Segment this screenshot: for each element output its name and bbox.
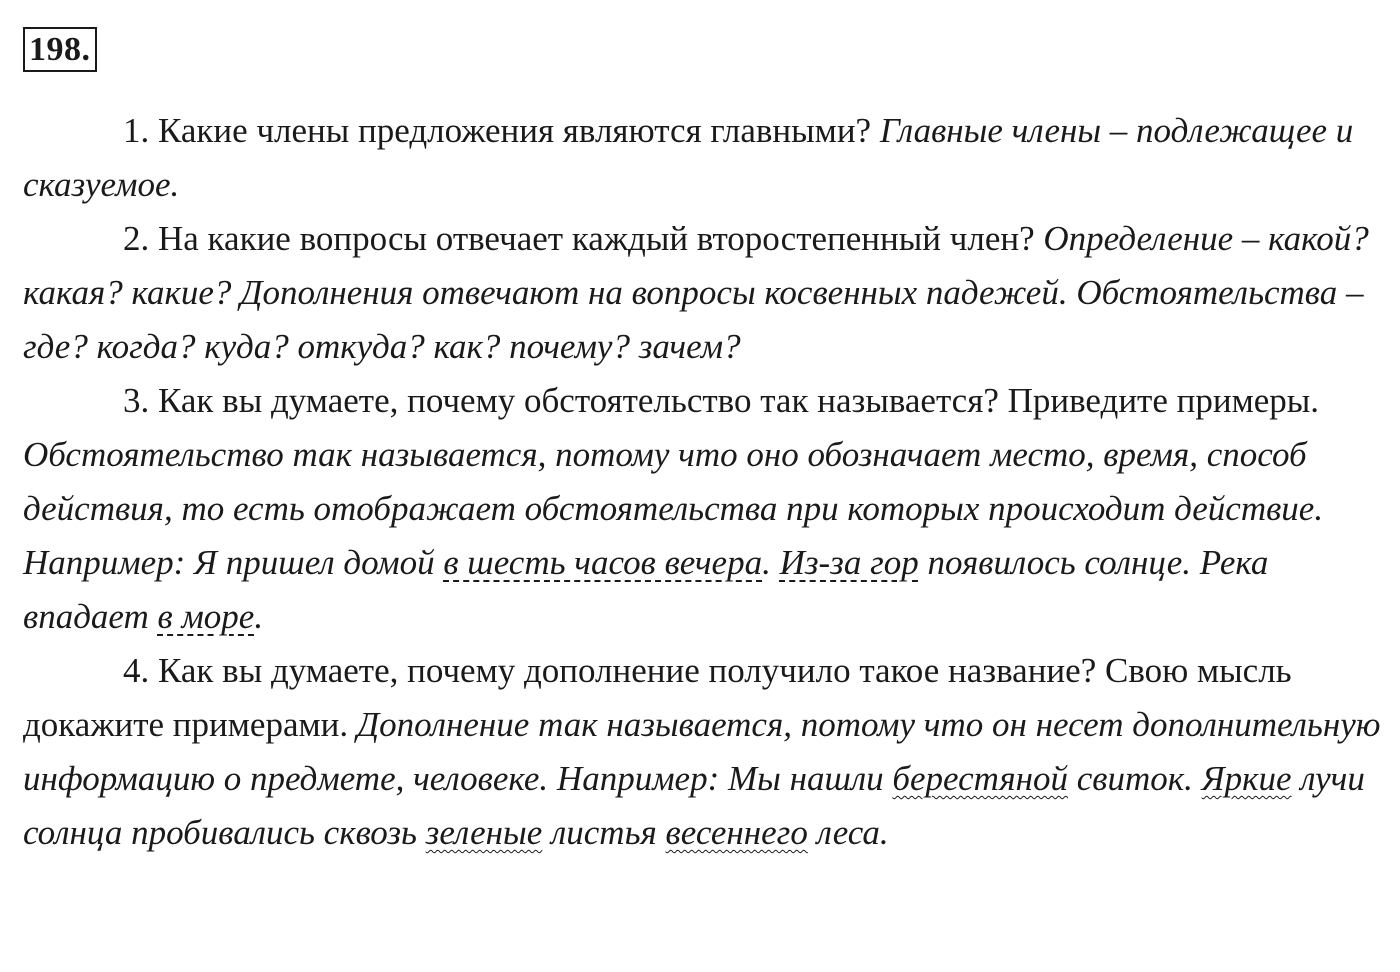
answer-4-text-1: свиток.: [1076, 759, 1193, 798]
item-1: [23, 104, 1388, 212]
answer-3-text-3: .: [254, 597, 264, 636]
answer-2: Определение – какой? какая? какие? Дополнения отвечают на вопросы косвенных падежей. Обстоятельства – где? когда? куда? откуда? как? почему? зачем?: [23, 219, 1369, 366]
item-3: [23, 374, 1388, 644]
attribute-example-1: берестяной: [892, 759, 1068, 798]
answer-1: Главные члены – подлежащее и сказуемое.: [23, 111, 1354, 204]
answer-4-text-3: листья: [551, 813, 657, 852]
question-3: 3. Как вы думаете, почему обстоятельство так называется? Приведите примеры.: [123, 381, 1320, 420]
answer-3-text: Обстоятельство так называется, потому что оно обозначает место, время, способ действия, то есть отображает обстоятельства при которых происходит действие. Например: Я пришел домой: [23, 435, 1324, 582]
circumstance-example-place-2: в море: [157, 597, 255, 636]
exercise-number: 198.: [23, 27, 97, 72]
item-2: [23, 212, 1388, 374]
attribute-example-3: зеленые: [425, 813, 543, 852]
answer-4-text-4: леса.: [816, 813, 889, 852]
question-2: 2. На какие вопросы отвечает каждый второстепенный член?: [123, 219, 1035, 258]
answer-3: [23, 435, 1323, 636]
answer-4-text: Дополнение так называется, потому что он несет дополнительную информацию о предмете, человеке. Например: Мы нашли: [23, 705, 1381, 798]
question-1: 1. Какие члены предложения являются главными?: [123, 111, 872, 150]
question-4: 4. Как вы думаете, почему дополнение получило такое название? Свою мысль докажите примерами.: [23, 651, 1292, 744]
circumstance-example-place-1: Из-за гор: [779, 543, 919, 582]
attribute-example-2: Яркие: [1201, 759, 1292, 798]
attribute-example-4: весеннего: [665, 813, 808, 852]
answer-3-text-2: появилось солнце. Река впадает: [23, 543, 1269, 636]
exercise-content: [23, 104, 1388, 860]
answer-4-text-2: лучи солнца пробивались сквозь: [23, 759, 1365, 852]
answer-3-text-1: .: [762, 543, 771, 582]
item-4: [23, 644, 1388, 860]
circumstance-example-time: в шесть часов вечера: [443, 543, 763, 582]
